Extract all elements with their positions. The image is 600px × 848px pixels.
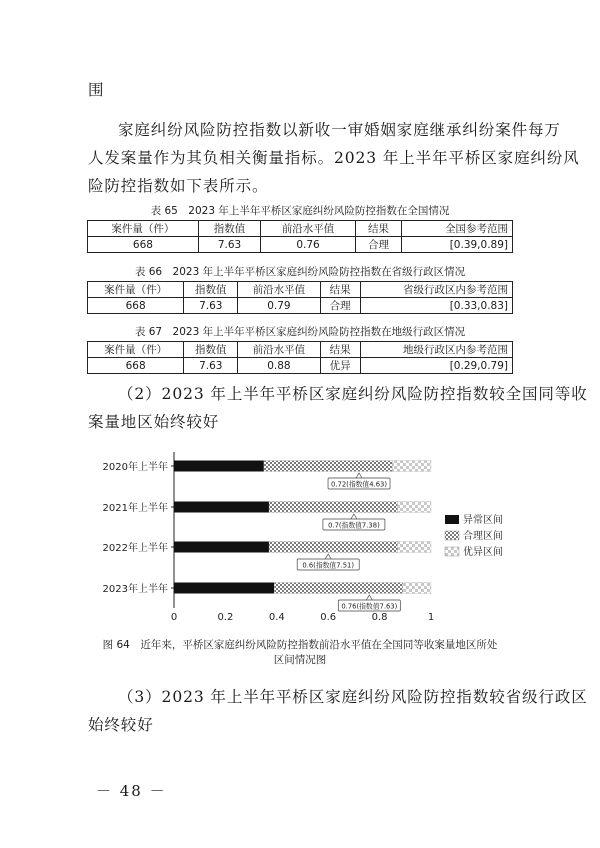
data-label: 0.7(指数值7.38) [328,521,380,530]
table-row [88,358,513,374]
page-number: － 48 － [96,782,167,800]
data-label: 0.6(指数值7.51) [302,561,355,570]
table-cell: 7.63 [184,358,238,374]
table-cell: 0.76 [261,237,356,253]
bar-合理区间 [264,461,393,472]
bar-优异区间 [398,502,431,513]
table-cell: 668 [88,358,184,374]
bar-优异区间 [398,542,431,553]
table-header-cell: 指数值 [184,342,238,358]
paragraph-line: 险防控指数如下表所示。 [88,177,269,195]
data-label: 0.72(指数值4.63) [331,480,388,489]
table-header-cell: 地级行政区内参考范围 [360,342,512,358]
table-header-cell: 指数值 [184,282,238,298]
x-tick-label: 0 [170,612,178,623]
table-caption: 表 65 2023 年上半年平桥区家庭纠纷风险防控指数在全国情况 [150,205,450,217]
table-header-cell: 结果 [355,221,401,237]
bar-异常区间 [174,502,269,513]
section-heading-line: 案量地区始终较好 [88,413,220,431]
table-header-row [88,342,513,358]
y-tick-label: 2022年上半年 [102,543,168,554]
stacked-bar-chart [88,448,520,628]
table-cell: 0.88 [238,358,320,374]
data-table [87,341,513,374]
x-tick-label: 0.6 [320,612,337,623]
x-tick-label: 0.8 [371,612,388,623]
table-header-row [88,282,513,298]
y-tick-label: 2020年上半年 [102,462,168,473]
table-header-cell: 案件量（件） [88,342,184,358]
section-heading-line: （3）2023 年上半年平桥区家庭纠纷风险防控指数较省级行政区 [118,688,588,706]
bar-合理区间 [269,502,398,513]
table-cell: [0.29,0.79] [360,358,512,374]
table-header-cell: 省级行政区内参考范围 [360,282,512,298]
section-heading-line: 始终较好 [88,716,154,734]
table-header-cell: 结果 [320,342,360,358]
y-tick-label: 2023年上半年 [102,584,168,595]
bar-异常区间 [174,583,274,594]
legend-swatch-优异区间 [445,547,459,556]
table-cell: [0.39,0.89] [402,237,513,253]
bar-合理区间 [269,542,398,553]
table-caption: 表 67 2023 年上半年平桥区家庭纠纷风险防控指数在地级行政区情况 [134,326,466,338]
legend-label: 合理区间 [463,531,503,542]
table-cell: 668 [88,237,199,253]
bar-异常区间 [174,461,264,472]
table-header-cell: 指数值 [198,221,260,237]
x-tick-label: 0.2 [217,612,234,623]
bar-优异区间 [392,461,431,472]
table-cell: 0.79 [238,298,320,314]
table-header-cell: 前沿水平值 [238,342,320,358]
table-cell: 7.63 [184,298,238,314]
paragraph-fragment: 围 [88,81,105,99]
paragraph-line: 家庭纠纷风险防控指数以新收一审婚姻家庭继承纠纷案件每万 [118,121,561,139]
data-table [87,220,513,253]
table-header-row [88,221,513,237]
table-cell: 668 [88,298,184,314]
y-tick-label: 2021年上半年 [102,503,168,514]
callout-pointer [351,514,357,519]
table-header-cell: 案件量（件） [88,221,199,237]
legend-label: 优异区间 [463,547,503,558]
table-cell: 优异 [320,358,360,374]
table-header-cell: 前沿水平值 [261,221,356,237]
table-header-cell: 前沿水平值 [238,282,320,298]
table-header-cell: 案件量（件） [88,282,184,298]
bar-合理区间 [274,583,403,594]
table-cell: 合理 [355,237,401,253]
callout-pointer [325,554,331,559]
section-heading-line: （2）2023 年上半年平桥区家庭纠纷风险防控指数较全国同等收 [118,385,588,403]
legend-label: 异常区间 [463,515,503,526]
table-caption: 表 66 2023 年上半年平桥区家庭纠纷风险防控指数在省级行政区情况 [134,266,466,278]
bar-优异区间 [403,583,431,594]
callout-pointer [356,473,362,478]
paragraph-line: 人发案量作为其负相关衡量指标。2023 年上半年平桥区家庭纠纷风 [88,149,580,167]
legend-swatch-合理区间 [445,531,459,540]
figure-caption: 区间情况图 [273,654,327,666]
data-label: 0.76(指数值7.63) [341,602,398,611]
table-header-cell: 全国参考范围 [402,221,513,237]
bar-异常区间 [174,542,269,553]
legend-swatch-异常区间 [445,515,459,524]
figure-caption: 图 64 近年来，平桥区家庭纠纷风险防控指数前沿水平值在全国同等收案量地区所处 [102,639,498,651]
table-row [88,237,513,253]
x-tick-label: 0.4 [268,612,285,623]
table-cell: [0.33,0.83] [360,298,512,314]
x-tick-label: 1 [427,612,435,623]
table-cell: 7.63 [198,237,260,253]
data-table [87,281,513,314]
table-header-cell: 结果 [320,282,360,298]
callout-pointer [366,595,372,600]
table-cell: 合理 [320,298,360,314]
table-row [88,298,513,314]
